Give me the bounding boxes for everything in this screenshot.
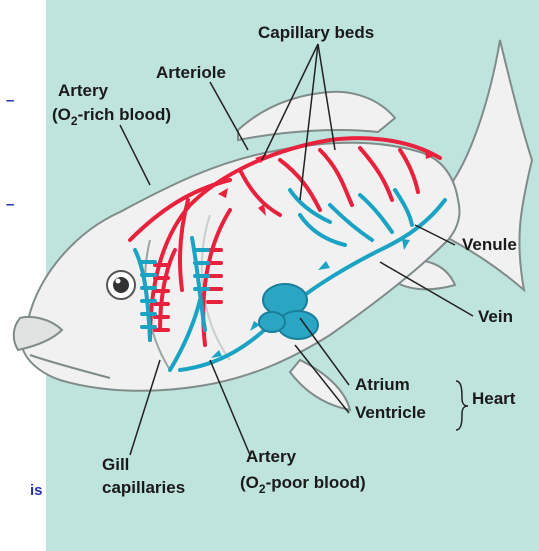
label-artery-rich-line1: Artery bbox=[58, 81, 109, 100]
label-venule: Venule bbox=[462, 235, 517, 254]
fish-body bbox=[21, 143, 460, 391]
label-capillary-beds: Capillary beds bbox=[258, 23, 375, 42]
fish-pupil bbox=[113, 277, 129, 293]
label-ventricle: Ventricle bbox=[355, 403, 426, 422]
artery-rich-suffix: -rich blood) bbox=[77, 105, 172, 124]
artery-rich-prefix: (O bbox=[52, 105, 71, 124]
label-artery-poor-line2 bbox=[240, 473, 366, 496]
artery-poor-suffix: -poor blood) bbox=[265, 473, 366, 492]
label-artery-rich-line2 bbox=[52, 105, 171, 128]
label-artery-poor-line1: Artery bbox=[246, 447, 297, 466]
label-heart: Heart bbox=[472, 389, 516, 408]
left-edge-tick: – bbox=[6, 92, 15, 109]
fish-eye-highlight bbox=[116, 279, 121, 284]
left-edge-tick-2: – bbox=[6, 196, 15, 213]
left-margin-fragment: is bbox=[30, 482, 43, 499]
artery-poor-prefix: (O bbox=[240, 473, 259, 492]
artery-poor-subscript: 2 bbox=[258, 482, 266, 496]
dorsal-fin bbox=[238, 92, 395, 140]
label-gill-line2: capillaries bbox=[102, 478, 186, 497]
label-vein: Vein bbox=[478, 307, 513, 326]
label-atrium: Atrium bbox=[355, 375, 410, 394]
label-arteriole: Arteriole bbox=[156, 63, 226, 82]
artery-rich-subscript: 2 bbox=[70, 114, 78, 128]
label-gill-line1: Gill bbox=[102, 455, 130, 474]
